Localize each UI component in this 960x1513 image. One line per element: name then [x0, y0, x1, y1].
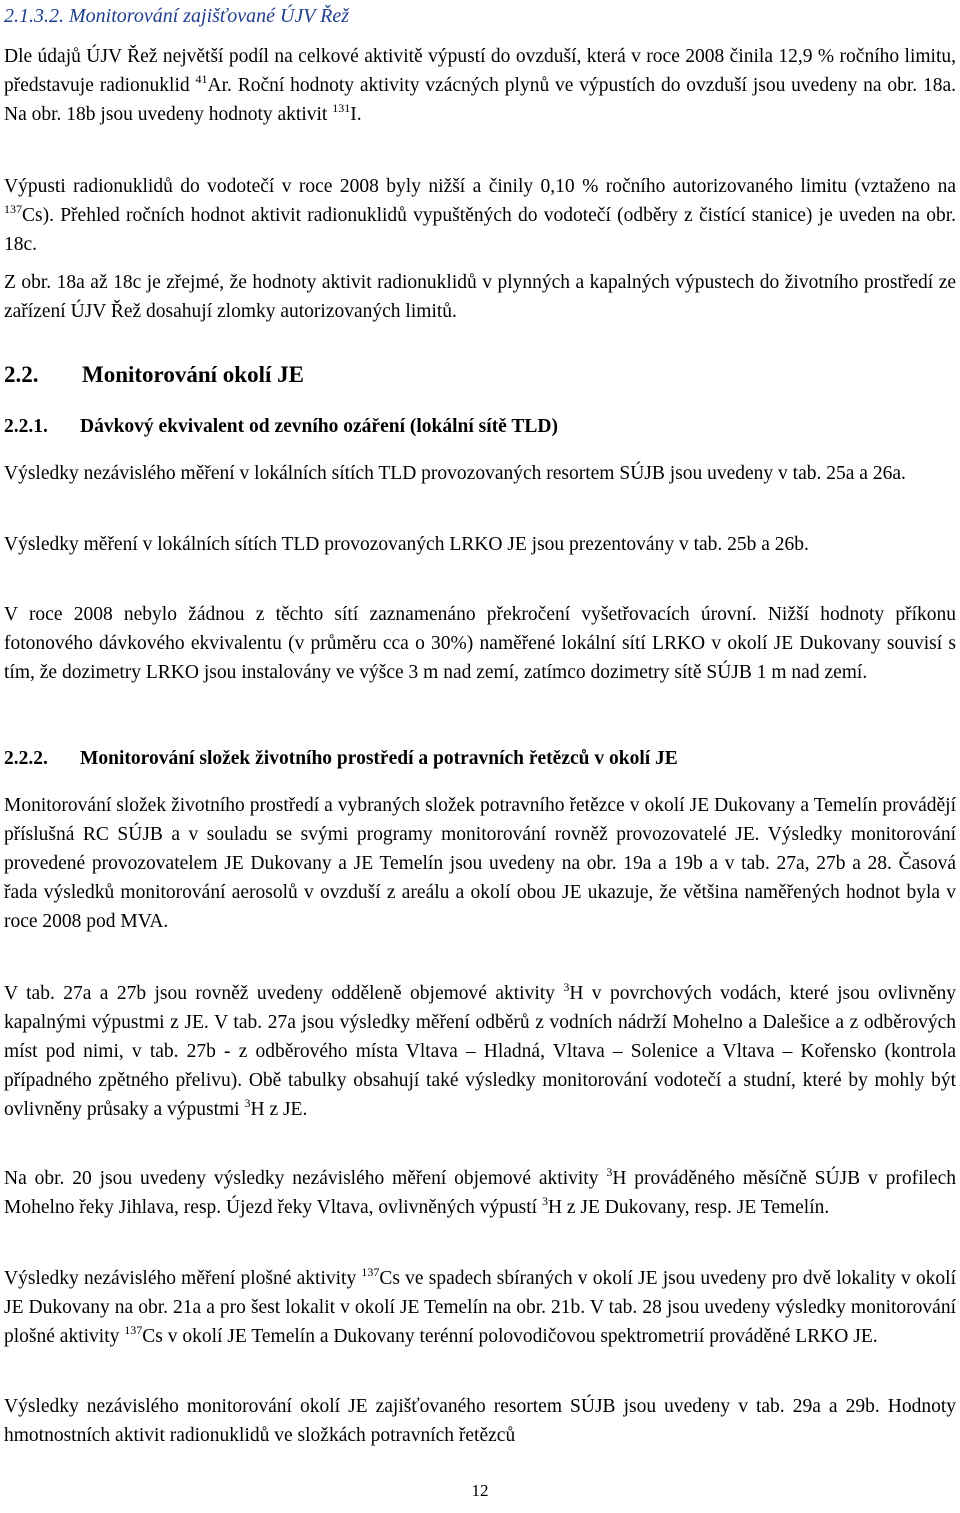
- paragraph-ujv-air-releases: Dle údajů ÚJV Řež největší podíl na celkové aktivitě výpustí do ovzduší, která v roce 2008 činila 12,9 % ročního limitu, představuje radionuklid $^{41}$Ar. Roční hodnoty aktivity vzácných plynů ve výpustích do ovzduší jsou uvedeny na obr. 18a. Na obr. 18b jsou uvedeny hodnoty aktivit $^{131}$I.: [4, 46, 956, 125]
- heading-2-2-2: [4, 744, 956, 773]
- section-number: 2.1.3.2.: [4, 5, 64, 27]
- paragraph-ujv-conclusion: Z obr. 18a až 18c je zřejmé, že hodnoty aktivit radionuklidů v plynných a kapalných výpustech do životního prostředí ze zařízení ÚJV Řež dosahují zlomky autorizovaných limitů.: [4, 272, 956, 322]
- paragraph-independent-monitoring: Výsledky nezávislého monitorování okolí JE zajišťovaného resortem SÚJB jsou uvedeny v tab. 29a a 29b. Hodnoty hmotnostních aktivit radionuklidů ve složkách potravních řetězců: [4, 1396, 956, 1446]
- heading-number: 2.2.2.: [4, 748, 48, 769]
- paragraph-tld-lrko: Výsledky měření v lokálních sítích TLD provozovaných LRKO JE jsou prezentovány v tab. 25b a 26b.: [4, 534, 809, 555]
- page-number: 12: [471, 1481, 489, 1500]
- heading-2-2: [4, 360, 956, 390]
- heading-number: 2.2.1.: [4, 416, 48, 437]
- heading-2-2-1: [4, 412, 956, 441]
- paragraph-ujv-water-releases: Výpusti radionuklidů do vodotečí v roce 2008 byly nižší a činily 0,10 % ročního autorizovaného limitu (vztaženo na $^{137}$Cs). Přehled ročních hodnot aktivit radionuklidů vypuštěných do vodotečí (odběry z čistící stanice) je uveden na obr. 18c.: [4, 176, 956, 255]
- paragraph-tld-results: V roce 2008 nebylo žádnou z těchto sítí zaznamenáno překročení vyšetřovacích úrovní. Nižší hodnoty příkonu fotonového dávkového ekvivalentu (v průměru cca o 30%) naměřené lokální sítí LRKO v okolí JE Dukovany souvisí s tím, že dozimetry LRKO jsou instalovány ve výšce 3 m nad zemí, zatímco dozimetry sítě SÚJB 1 m nad zemí.: [4, 604, 956, 683]
- heading-number: 2.2.: [4, 362, 39, 387]
- section-title: Monitorování zajišťované ÚJV Řež: [69, 5, 350, 27]
- paragraph-monitoring-components: Monitorování složek životního prostředí a vybraných složek potravního řetězce v okolí JE Dukovany a Temelín provádějí příslušná RC SÚJB a v souladu se svými programy monitorování rovněž provozovatelé JE. Výsledky monitorování provedené provozovatelem JE Dukovany a JE Temelín jsou uvedeny na obr. 19a a 19b a v tab. 27a, 27b a 28. Časová řada výsledků monitorování aerosolů v ovzduší z areálu a okolí obou JE ukazuje, že většina naměřených hodnot byla v roce 2008 pod MVA.: [4, 795, 956, 932]
- heading-title: Monitorování složek životního prostředí a potravních řetězců v okolí JE: [80, 748, 678, 769]
- section-heading-2-1-3-2: [4, 2, 956, 31]
- heading-title: Monitorování okolí JE: [82, 362, 304, 387]
- paragraph-tld-sujb: Výsledky nezávislého měření v lokálních sítích TLD provozovaných resortem SÚJB jsou uvedeny v tab. 25a a 26a.: [4, 463, 906, 484]
- paragraph-cs137-deposition: Výsledky nezávislého měření plošné aktivity $^{137}$Cs ve spadech sbíraných v okolí JE jsou uvedeny pro dvě lokality v okolí JE Dukovany na obr. 21a a pro šest lokalit v okolí JE Temelín na obr. 21b. V tab. 28 jsou uvedeny výsledky monitorování plošné aktivity $^{137}$Cs v okolí JE Temelín a Dukovany terénní polovodičovou spektrometrií prováděné LRKO JE.: [4, 1265, 956, 1347]
- heading-title: Dávkový ekvivalent od zevního ozáření (lokální sítě TLD): [80, 416, 558, 437]
- paragraph-tritium-sujb: Na obr. 20 jsou uvedeny výsledky nezávislého měření objemové aktivity $^3$H prováděného měsíčně SÚJB v profilech Mohelno řeky Jihlava, resp. Újezd řeky Vltava, ovlivněných výpustí $^3$H z JE Dukovany, resp. JE Temelín.: [4, 1165, 956, 1218]
- paragraph-tritium-surface-water: V tab. 27a a 27b jsou rovněž uvedeny odděleně objemové aktivity $^3$H v povrchových vodách, které jsou ovlivněny kapalnými výpustmi z JE. V tab. 27a jsou výsledky měření odběrů z vodních nádrží Mohelno a Dalešice a z odběrových míst pod nimi, v tab. 27b - z odběrového místa Vltava – Hladná, Vltava – Solenice a Vltava – Kořensko (kontrola případného zpětného přelivu). Obě tabulky obsahují také výsledky monitorování vodotečí a studní, které by mohly být ovlivněny průsaky a výpustmi $^3$H z JE.: [4, 980, 956, 1120]
